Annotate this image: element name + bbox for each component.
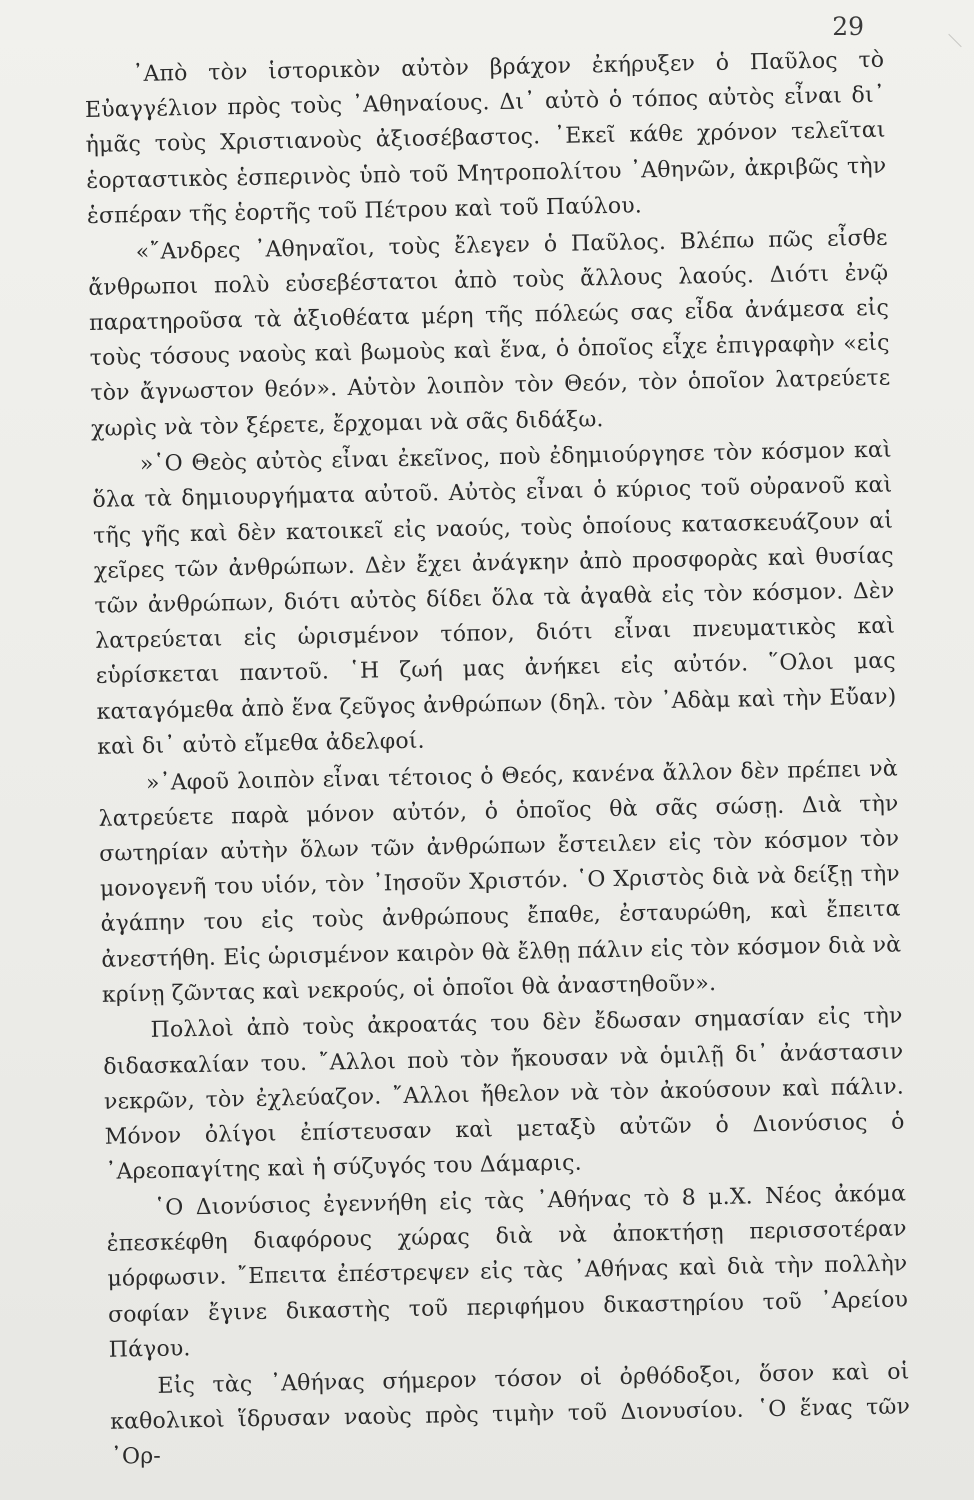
paragraph-2: «῎Ανδρες ᾿Αθηναῖοι, τοὺς ἔλεγεν ὁ Παῦλος. Βλέπω πῶς εἶσθε ἄνθρωποι πολὺ εὐσεβέστατοι ἀπὸ τοὺς ἄλλους λαούς. Διότι ἐνῷ παρατηροῦσα τὰ ἀξιοθέατα μέρη τῆς πόλεώς σας εἶδα ἀνάμεσα εἰς τοὺς τόσους ναοὺς καὶ βωμοὺς καὶ ἕνα, ὁ ὁποῖος εἶχε ἐπιγραφὴν «εἰς τὸν ἄγνωστον θεόν». Αὐτὸν λοιπὸν τὸν Θεόν, τὸν ὁποῖον λατρεύετε χωρὶς νὰ τὸν ξέρετε, ἔρχομαι νὰ σᾶς διδάξω. — [88, 225, 891, 442]
paragraph-1: ᾿Απὸ τὸν ἱστορικὸν αὐτὸν βράχον ἐκήρυξεν ὁ Παῦλος τὸ Εὐαγγέλιον πρὸς τοὺς ᾿Αθηναίους. Δι᾿ αὐτὸ ὁ τόπος αὐτὸς εἶναι δι᾿ ἡμᾶς τοὺς Χριστιανοὺς ἀξιοσέβαστος. ᾿Εκεῖ κάθε χρόνον τελεῖται ἑορταστικὸς ἑσπερινὸς ὑπὸ τοῦ Μητροπολίτου ᾿Αθηνῶν, ἀκριβῶς τὴν ἑσπέραν τῆς ἑορτῆς τοῦ Πέτρου καὶ τοῦ Παύλου. — [84, 47, 887, 229]
paragraph-3: »῾Ο Θεὸς αὐτὸς εἶναι ἐκεῖνος, ποὺ ἐδημιούργησε τὸν κόσμον καὶ ὅλα τὰ δημιουργήματα αὐτοῦ. Αὐτὸς εἶναι ὁ κύριος τοῦ οὐρανοῦ καὶ τῆς γῆς καὶ δὲν κατοικεῖ εἰς ναούς, τοὺς ὁποίους κατασκευάζουν αἱ χεῖρες τῶν ἀνθρώπων. Δὲν ἔχει ἀνάγκην ἀπὸ προσφορὰς καὶ θυσίας τῶν ἀνθρώπων, διότι αὐτὸς δίδει ὅλα τὰ ἀγαθὰ εἰς τὸν κόσμον. Δὲν λατρεύεται εἰς ὡρισμένον τόπον, διότι εἶναι πνευματικὸς καὶ εὑρίσκεται παντοῦ. ῾Η ζωή μας ἀνήκει εἰς αὐτόν. ῞Ολοι μας καταγόμεθα ἀπὸ ἕνα ζεῦγος ἀνθρώπων (δηλ. τὸν ᾿Αδὰμ καὶ τὴν Εὔαν) καὶ δι᾿ αὐτὸ εἴμεθα ἀδελφοί. — [92, 437, 897, 760]
paragraph-5: Πολλοὶ ἀπὸ τοὺς ἀκροατάς του δὲν ἔδωσαν σημασίαν εἰς τὴν διδασκαλίαν του. ῎Αλλοι ποὺ τὸν ἤκουσαν νὰ ὁμιλῇ δι᾿ ἀνάστασιν νεκρῶν, τὸν ἐχλεύαζον. ῎Αλλοι ἤθελον νὰ τὸν ἀκούσουν καὶ πάλιν. Μόνον ὀλίγοι ἐπίστευσαν καὶ μεταξὺ αὐτῶν ὁ Διονύσιος ὁ ᾿Αρεοπαγίτης καὶ ἡ σύζυγός του Δάμαρις. — [103, 1003, 905, 1186]
body-text — [84, 43, 911, 1477]
scan-mark — [948, 34, 961, 47]
paragraph-7: Εἰς τὰς ᾿Αθήνας σήμερον τόσον οἱ ὀρθόδοξοι, ὅσον καὶ οἱ καθολικοὶ ἵδρυσαν ναοὺς πρὸς τιμὴν τοῦ Διονυσίου. ῾Ο ἕνας τῶν ᾿Ορ- — [109, 1358, 911, 1470]
page-number: 29 — [832, 12, 864, 41]
paragraph-6: ῾Ο Διονύσιος ἐγεννήθη εἰς τὰς ᾿Αθήνας τὸ 8 μ.Χ. Νέος ἀκόμα ἐπεσκέφθη διαφόρους χώρας διὰ νὰ ἀποκτήσῃ περισσοτέραν μόρφωσιν. ῎Επειτα ἐπέστρεψεν εἰς τὰς ᾿Αθήνας καὶ διὰ τὴν πολλὴν σοφίαν ἔγινε δικαστὴς τοῦ περιφήμου δικαστηρίου τοῦ ᾿Αρείου Πάγου. — [106, 1181, 909, 1363]
paragraph-4: »᾿Αφοῦ λοιπὸν εἶναι τέτοιος ὁ Θεός, κανένα ἄλλον δὲν πρέπει νὰ λατρεύετε παρὰ μόνον αὐτόν, ὁ ὁποῖος θὰ σᾶς σώσῃ. Διὰ τὴν σωτηρίαν αὐτὴν ὅλων τῶν ἀνθρώπων ἔστειλεν εἰς τὸν κόσμον τὸν μονογενῆ του υἱόν, τὸν ᾿Ιησοῦν Χριστόν. ῾Ο Χριστὸς διὰ νὰ δείξῃ τὴν ἀγάπην του εἰς τοὺς ἀνθρώπους ἔπαθε, ἐσταυρώθη, καὶ ἔπειτα ἀνεστήθη. Εἰς ὡρισμένον καιρὸν θὰ ἔλθῃ πάλιν εἰς τὸν κόσμον διὰ νὰ κρίνῃ ζῶντας καὶ νεκρούς, οἱ ὁποῖοι θὰ ἀναστηθοῦν». — [98, 756, 902, 1008]
